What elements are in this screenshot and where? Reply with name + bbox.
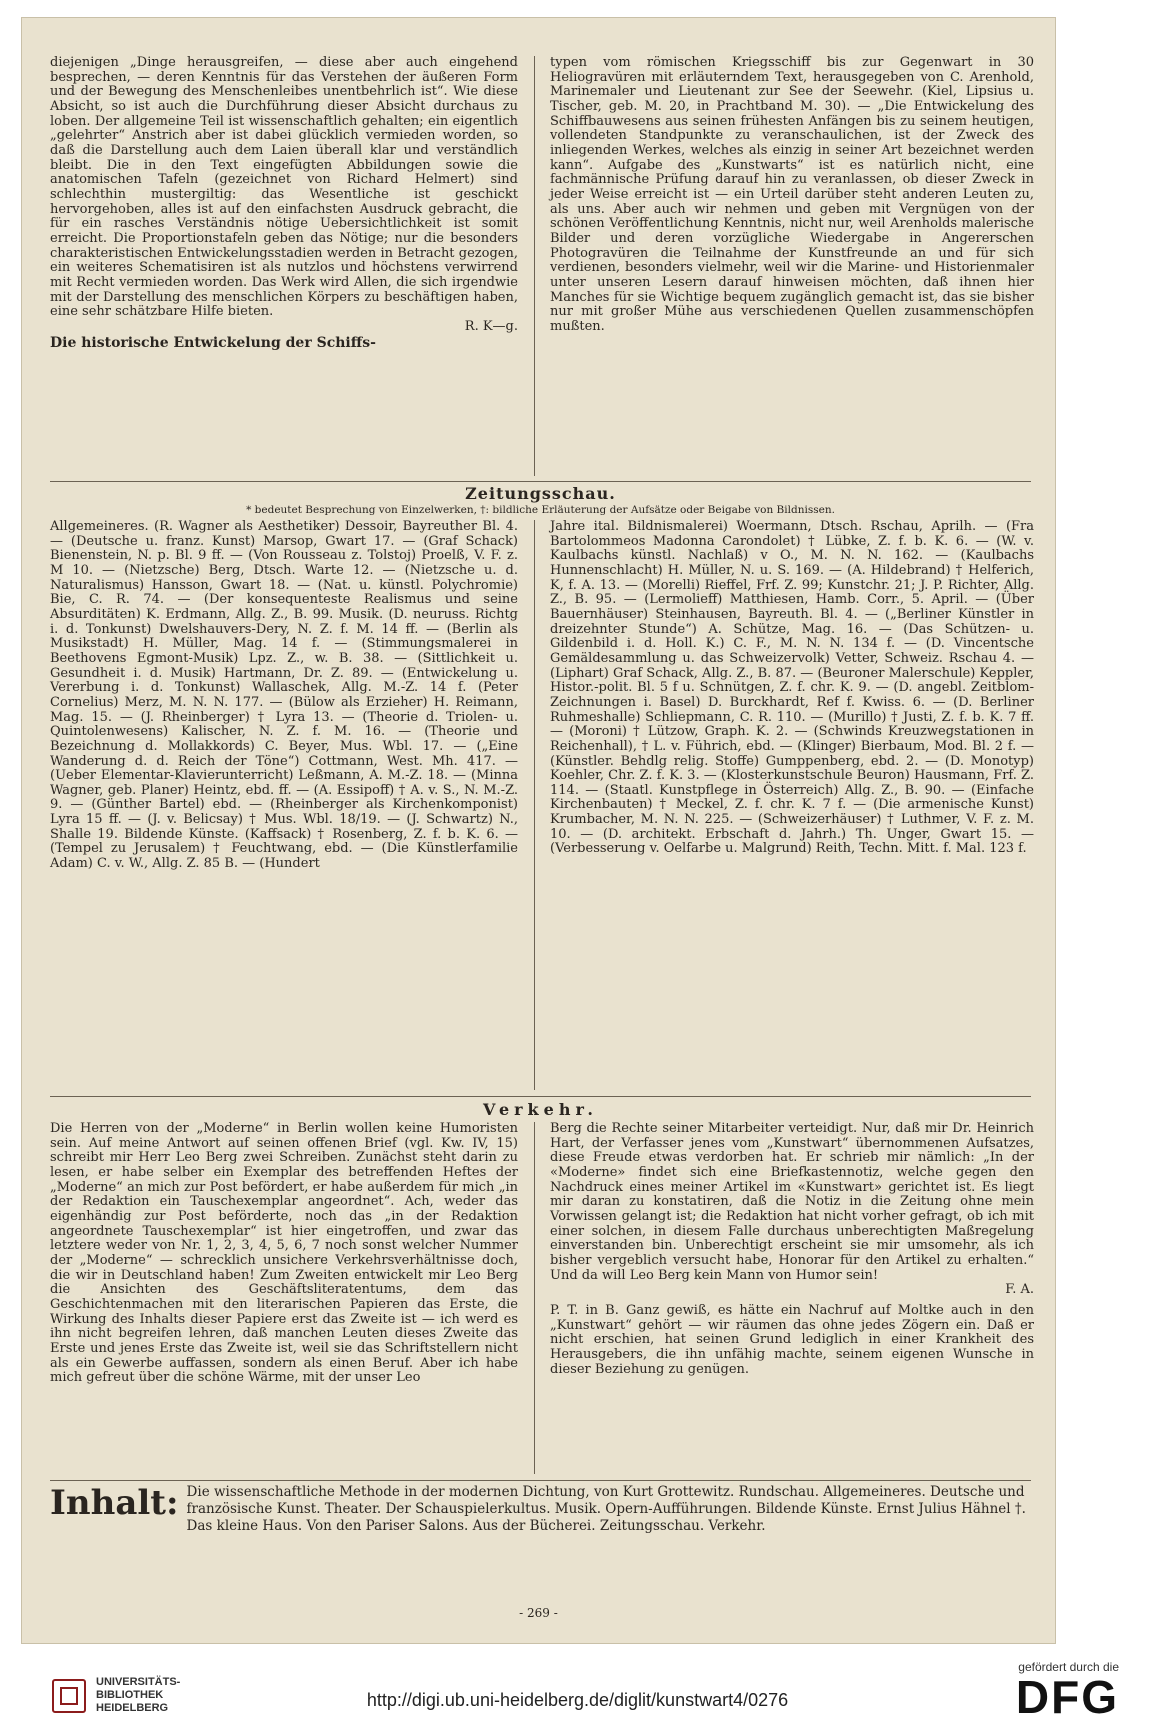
dfg-logo[interactable]: [1015, 1660, 1119, 1723]
funded-by-text: gefördert durch die: [1018, 1660, 1119, 1674]
library-line-1: UNIVERSITÄTS-: [96, 1676, 181, 1688]
column-divider-top: [534, 56, 535, 476]
verkehr-left: [50, 1122, 518, 1386]
review-signature: R. K—g.: [464, 318, 518, 334]
page-number: - 269 -: [519, 1606, 558, 1620]
top-left-column: [50, 56, 518, 351]
verkehr-reply-text: P. T. in B. Ganz gewiß, es hätte ein Nachruf auf Moltke auch in den „Kunstwart“ gehört — wir räumen das ohne jedes Zögern ein. Daß er nicht erschien, hat seinen Grund lediglich in einer Krankheit des Herausgebers, die ihn unfähig machte, seinem eigenen Wunsche in dieser Beziehung zu genügen.: [550, 1302, 1034, 1377]
viewer-footer: [0, 1646, 1155, 1727]
verkehr-title: Verkehr.: [483, 1100, 598, 1119]
scanned-page: [22, 18, 1055, 1643]
page-url[interactable]: http://digi.ub.uni-heidelberg.de/diglit/kunstwart4/0276: [366, 1690, 789, 1710]
zeitungsschau-left: [50, 520, 518, 872]
zeitungsschau-right: [550, 520, 1034, 857]
next-review-heading: Die historische Entwickelung der Schiffs-: [50, 335, 376, 352]
dfg-wordmark: DFG: [1015, 1671, 1119, 1723]
column-divider-middle: [534, 520, 535, 1090]
table-of-contents: [50, 1484, 1031, 1535]
inhalt-label: Inhalt:: [50, 1483, 179, 1523]
library-line-2: BIBLIOTHEK: [96, 1689, 164, 1701]
verkehr-right: [550, 1122, 1034, 1377]
library-line-3: HEIDELBERG: [96, 1702, 169, 1714]
top-right-column: [550, 56, 1034, 334]
verkehr-left-text: Die Herren von der „Moderne“ in Berlin wollen keine Humoristen sein. Auf meine Antwort auf seinen offenen Brief (vgl. Kw. IV, 15) schreibt mir Herr Leo Berg zwei Schreiben. Zunächst steht darin zu lesen, er habe selber ein Exemplar des betreffenden Heftes der „Moderne“ an mich zur Post befördert, er habe außerdem für mich „in der Redaktion ein Tauschexemplar angeordnet“. Ach, weder das eigenhändig zur Post beförderte, noch das „in der Redaktion angeordnete Tauschexemplar“ ist hier eingetroffen, und zwar das letztere weder von Nr. 1, 2, 3, 4, 5, 6, 7 noch sonst welcher Nummer der „Moderne“ — schrecklich unsichere Verkehrsverhältnisse doch, die wir in Deutschland haben! Zum Zweiten entwickelt mir Leo Berg die Ansichten des Geschäftsliteratentums, dem das Geschichtenmachen mit den literarischen Papieren das Erste, die Wirkung des Inhalts dieser Papiere erst das Zweite ist — ich werd es ihn nicht begreifen lehren, daß manchen Leuten dieses Zweite das Erste und jenes Erste das Zweite ist, weil sie das Schriftstellern nicht als ein Gewerbe auffassen, sondern als einen Beruf. Aber ich habe mich gefreut über die schöne Wärme, mit der unser Leo: [50, 1121, 518, 1386]
section-divider-3: [50, 1480, 1031, 1481]
zeitungsschau-left-text: Allgemeineres. (R. Wagner als Aesthetiker) Dessoir, Bayreuther Bl. 4. — (Deutsche u. franz. Kunst) Marsop, Gwart 17. — (Graf Schack) Bienenstein, N. p. Bl. 9 ff. — (Von Rousseau z. Tolstoj) Proelß, V. F. z. M 10. — (Nietzsche) Berg, Dtsch. Warte 12. — (Nietzsche u. d. Naturalismus) Hansson, Gwart 18. — (Nat. u. künstl. Polychromie) Bie, C. R. 74. — (Der konsequenteste Realismus und seine Absurditäten) K. Erdmann, Allg. Z., B. 99. Musik. (D. neuruss. Richtg i. d. Tonkunst) Dwelshauvers-Dery, N. Z. f. M. 14 ff. — (Berlin als Musikstadt) H. Müller, Mag. 14 f. — (Stimmungsmalerei in Beethovens Egmont-Musik) Lpz. Z., w. B. 38. — (Sittlichkeit u. Gesundheit i. d. Musik) Hartmann, Dr. Z. 89. — (Entwickelung u. Vererbung i. d. Tonkunst) Wallaschek, Allg. M.-Z. 14 f. (Peter Cornelius) Merz, M. N. N. 177. — (Bülow als Erzieher) H. Reimann, Mag. 15. — (J. Rheinberger) † Lyra 13. — (Theorie d. Triolen- u. Quintolenwesens) Kalischer, N. Z. f. M. 16. — (Theorie und Bezeichnung d. Mollakkords) C. Beyer, Mus. Wbl. 17. — („Eine Wanderung d. d. Reich der Töne“) Cottmann, West. Mh. 417. — (Ueber Elementar-Klavierunterricht) Leßmann, A. M.-Z. 18. — (Minna Wagner, geb. Planer) Heintz, ebd. ff. — (A. Essipoff) † A. v. S., N. M.-Z. 9. — (Günther Bartel) ebd. — (Rheinberger als Kirchenkomponist) Lyra 15 ff. — (J. v. Belicsay) † Mus. Wbl. 18/19. — (J. Schwartz) N., Shalle 19. Bildende Künste. (Kaffsack) † Rosenberg, Z. f. b. K. 6. — (Tempel zu Jerusalem) † Feuchtwang, ebd. — (Die Künstlerfamilie Adam) C. v. W., Allg. Z. 85 B. — (Hundert: [50, 519, 518, 872]
book-review-text: diejenigen „Dinge herausgreifen, — diese aber auch eingehend besprechen, — deren Kenntnis für das Verstehen der äußeren Form und der Bewegung des Menschenleibes unentbehrlich ist“. Wie diese Absicht, so ist auch die Durchführung dieser Absicht durchaus zu loben. Der allgemeine Teil ist wissenschaftlich gehalten; ein eigentlich „gelehrter“ Anstrich aber ist dabei glücklich vermieden worden, so daß die Darstellung auch dem Laien überall klar und verständlich bleibt. Die in den Text eingefügten Abbildungen sowie die anatomischen Tafeln (gezeichnet von Richard Helmert) sind schlechthin mustergiltig: das Wesentliche ist geschickt hervorgehoben, alles ist auf den einfachsten Ausdruck gebracht, die für ein rasches Verständnis nötige Uebersichtlichkeit ist somit erreicht. Die Proportionstafeln geben das Nötige; nur die besonders charakteristischen Entwickelungsstadien werden in Betracht gezogen, ein weiteres Schematisiren ist als nutzlos und höchstens verwirrend mit Recht vermieden worden. Das Werk wird Allen, die sich irgendwie mit der Darstellung des menschlichen Körpers zu beschäftigen haben, eine sehr schätzbare Hilfe bieten.: [50, 55, 518, 320]
zeitungsschau-right-text: Jahre ital. Bildnismalerei) Woermann, Dtsch. Rschau, Aprilh. — (Fra Bartolommeos Madonna Carondolet) † Lübke, Z. f. b. K. 6. — (W. v. Kaulbachs künstl. Nachlaß) v O., M. N. N. 162. — (Kaulbachs Hunnenschlacht) H. Müller, N. u. S. 169. — (A. Hildebrand) † Helferich, K, f. A. 13. — (Morelli) Rieffel, Frf. Z. 99; Kunstchr. 21; J. P. Richter, Allg. Z., B. 95. — (Lermolieff) Matthiesen, Hamb. Corr., 5. April. — (Über Bauernhäuser) Steinhausen, Bayreuth. Bl. 4. — („Berliner Künstler in dreizehnter Stunde“) A. Schütze, Mag. 16. — (Das Schützen- u. Gildenbild i. d. Holl. K.) C. F., M. N. N. 134 f. — (D. Vincentsche Gemäldesammlung u. das Schweizervolk) Vetter, Schweiz. Rschau 4. — (Liphart) Graf Schack, Allg. Z., B. 87. — (Beuroner Malerschule) Keppler, Histor.-polit. Bl. 5 f u. Schnütgen, Z. f. chr. K. 9. — (D. angebl. Zeitblom-Zeichnungen i. Basel) D. Burckhardt, Ref f. Kwiss. 6. — (D. Berliner Ruhmeshalle) Schliepmann, C. R. 110. — (Murillo) † Justi, Z. f. b. K. 7 ff. — (Moroni) † Lützow, Graph. K. 2. — (Schwinds Kreuzwegstationen in Reichenhall), † L. v. Führich, ebd. — (Klinger) Bierbaum, Mod. Bl. 2 f. — (Künstler. Behdlg relig. Stoffe) Gumppenberg, ebd. 2. — (D. Monotyp) Koehler, Chr. Z. f. K. 3. — (Klosterkunstschule Beuron) Hausmann, Frf. Z. 114. — (Staatl. Kunstpflege in Österreich) Allg. Z., B. 90. — (Einfache Kirchenbauten) † Meckel, Z. f. chr. K. 7 f. — (Die armenische Kunst) Krumbacher, M. N. N. 225. — (Schweizerhäuser) † Luthmer, V. F. z. M. 10. — (D. architekt. Erbschaft d. Jahrh.) Th. Unger, Gwart 15. — (Verbesserung v. Oelfarbe u. Malgrund) Reith, Techn. Mitt. f. Mal. 123 f.: [550, 519, 1034, 857]
inhalt-text: Die wissenschaftliche Methode in der modernen Dichtung, von Kurt Grottewitz. Rundschau. Allgemeineres. Deutsche und französische Kunst. Theater. Der Schauspielerkultus. Musik. Opern-Aufführungen. Bildende Künste. Ernst Julius Hähnel †. Das kleine Haus. Von den Pariser Salons. Aus der Bücherei. Zeitungsschau. Verkehr.: [186, 1484, 1026, 1534]
section-divider: [50, 481, 1031, 482]
ship-types-review: typen vom römischen Kriegsschiff bis zur Gegenwart in 30 Heliogravüren mit erläuterndem Text, herausgegeben von C. Arenhold, Marinemaler und Lieutenant zur See der Seewehr. (Kiel, Lipsius u. Tischer, geb. M. 20, in Prachtband M. 30). — „Die Entwickelung des Schiffbauwesens aus seinen frühesten Anfängen bis zu seinem heutigen, vollendeten Standpunkte zu veranschaulichen, ist der Zweck des inliegenden Werkes, welches als einzig in seiner Art bezeichnet werden kann“. Aufgabe des „Kunstwarts“ ist es natürlich nicht, eine fachmännische Prüfung darauf hin zu veranlassen, ob dieser Zweck in jeder Weise erreicht ist — ein Urteil darüber steht anderen Leuten zu, als uns. Aber auch wir nehmen und geben mit Vergnügen von der schönen Veröffentlichung Kenntnis, nicht nur, weil Arenholds malerische Bilder und deren vorzügliche Wiedergabe in Angererschen Photogravüren die Teilnahme der Kunstfreunde an und für sich verdienen, besonders vielmehr, weil wir die Marine- und Historienmaler unter unseren Lesern darauf hinweisen möchten, daß ihnen hier Manches für sie Wichtige bequem zugänglich gemacht ist, das sie bisher nur mit großer Mühe aus verschiedenen Quellen zusammenschöpfen mußten.: [550, 55, 1034, 334]
section-divider-2: [50, 1096, 1031, 1097]
page-content: [50, 55, 1034, 1591]
verkehr-right-text: Berg die Rechte seiner Mitarbeiter verteidigt. Nur, daß mir Dr. Heinrich Hart, der Verfasser jenes vom „Kunstwart“ übernommenen Aufsatzes, diese Freude etwas verdorben hat. Er schrieb mir nämlich: „In der «Moderne» findet sich eine Briefkastennotiz, welche gegen den Nachdruck eines meiner Artikel im «Kunstwart» gerichtet ist. Es liegt mir daran zu konstatiren, daß die Notiz in die Zeitung ohne mein Vorwissen gelangt ist; die Redaktion hat nicht vorher gefragt, ob ich mit einer solchen, in diesem Falle durchaus unberechtigten Maßregelung einverstanden bin. Unberechtigt erscheint sie mir umsomehr, als ich bisher vergeblich versucht habe, Honorar für den Artikel zu erhalten.“ Und da will Leo Berg kein Mann von Humor sein!: [550, 1121, 1034, 1283]
zeitungsschau-title: Zeitungsschau.: [465, 484, 616, 503]
column-divider-bottom: [534, 1122, 535, 1474]
verkehr-signature: F. A.: [1005, 1282, 1034, 1298]
zeitungsschau-legend: * bedeutet Besprechung von Einzelwerken, †: bildliche Erläuterung der Aufsätze oder Beigabe von Bildnissen.: [246, 504, 835, 516]
